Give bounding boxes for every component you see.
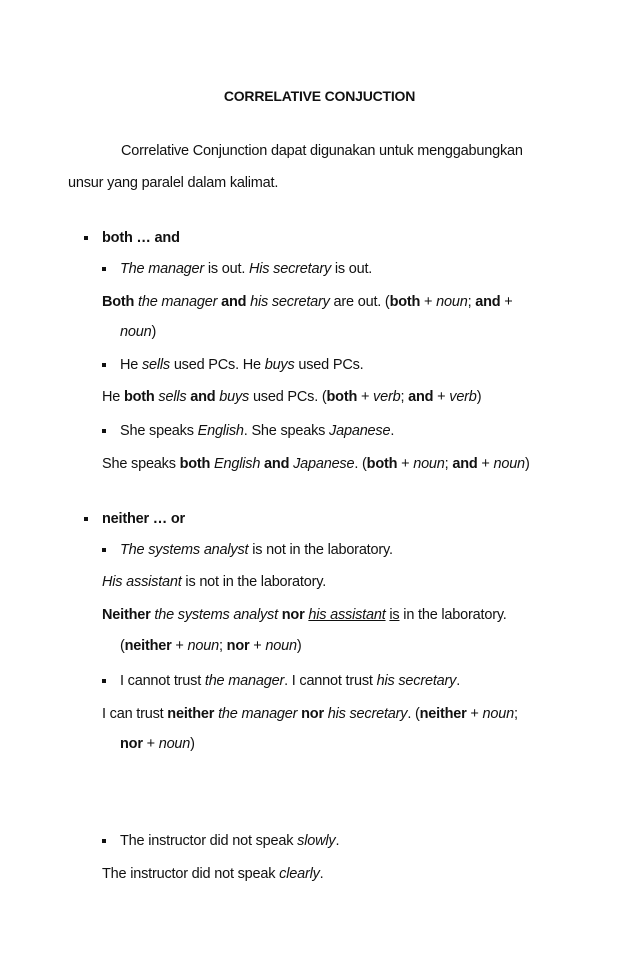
example-bullet — [102, 839, 106, 843]
section-heading-both-and: both … and — [102, 230, 180, 246]
example-sentence: The instructor did not speak clearly. — [102, 866, 324, 882]
example-sentence: I cannot trust the manager. I cannot trust his secretary. — [120, 673, 461, 689]
example-sentence: He sells used PCs. He buys used PCs. — [120, 357, 364, 373]
result-sentence-continued: noun) — [120, 324, 157, 340]
result-sentence-continued: (neither + noun; nor + noun) — [120, 638, 302, 654]
example-bullet — [102, 679, 106, 683]
example-bullet — [102, 363, 106, 367]
section-bullet — [84, 236, 88, 240]
result-sentence-continued: nor + noun) — [120, 736, 195, 752]
example-bullet — [102, 429, 106, 433]
result-sentence: Both the manager and his secretary are out. (both + noun; and + — [102, 294, 513, 310]
result-sentence: He both sells and buys used PCs. (both + verb; and + verb) — [102, 389, 482, 405]
example-bullet — [102, 267, 106, 271]
intro-line-2: unsur yang paralel dalam kalimat. — [68, 175, 279, 191]
section-bullet — [84, 517, 88, 521]
example-sentence: The instructor did not speak slowly. — [120, 833, 340, 849]
section-heading-neither-or: neither … or — [102, 511, 185, 527]
example-sentence: His assistant is not in the laboratory. — [102, 574, 327, 590]
example-bullet — [102, 548, 106, 552]
result-sentence: She speaks both English and Japanese. (both + noun; and + noun) — [102, 456, 530, 472]
example-sentence: She speaks English. She speaks Japanese. — [120, 423, 395, 439]
example-sentence: The manager is out. His secretary is out. — [120, 261, 373, 277]
example-sentence: The systems analyst is not in the laboratory. — [120, 542, 393, 558]
intro-line-1: Correlative Conjunction dapat digunakan untuk menggabungkan — [121, 143, 523, 159]
result-sentence: I can trust neither the manager nor his secretary. (neither + noun; — [102, 706, 518, 722]
result-sentence: Neither the systems analyst nor his assistant is in the laboratory. — [102, 607, 507, 623]
page-title: CORRELATIVE CONJUCTION — [223, 88, 416, 104]
